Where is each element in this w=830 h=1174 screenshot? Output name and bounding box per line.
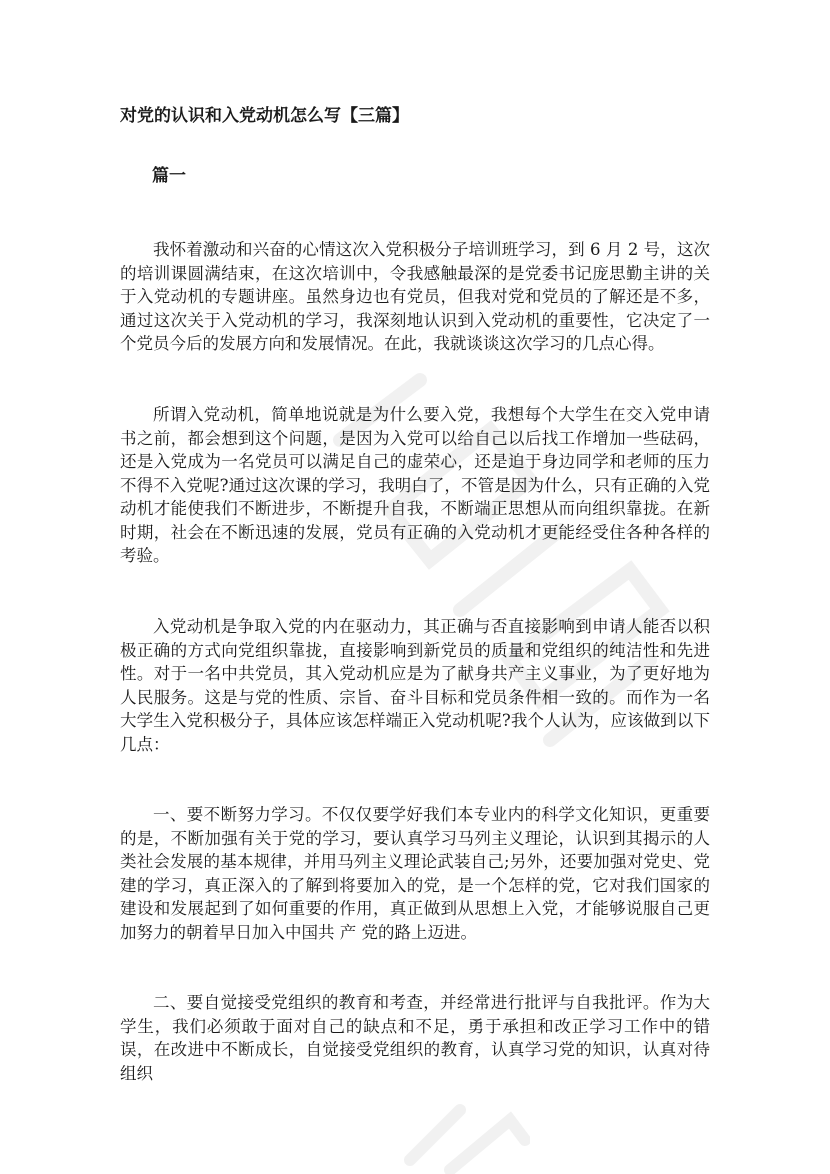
section-heading: 篇一 xyxy=(152,166,186,186)
watermark-graphic-bottom xyxy=(390,1080,530,1174)
paragraph: 入党动机是争取入党的内在驱动力，其正确与否直接影响到申请人能否以积极正确的方式向党组织靠拢，直接影响到新党员的质量和党组织的纯洁性和先进性。对于一名中共党员，其入党动机应是为了献身共产主义事业，为了更好地为人民服务。这是与党的性质、宗旨、奋斗目标和党员条件相一致的。而作为一名大学生入党积极分子，具体应该怎样端正入党动机呢?我个人认为，应该做到以下几点： xyxy=(120,617,710,754)
paragraph: 所谓入党动机，简单地说就是为什么要入党，我想每个大学生在交入党申请书之前，都会想到这个问题，是因为入党可以给自己以后找工作增加一些砝码，还是入党成为一名党员可以满足自己的虚荣心，还是迫于身边同学和老师的压力不得不入党呢?通过这次课的学习，我明白了，不管是因为什么，只有正确的入党动机才能使我们不断进步，不断提升自我，不断端正思想从而向组织靠拢。在新时期，社会在不断迅速的发展，党员有正确的入党动机才更能经受住各种各样的考验。 xyxy=(120,405,710,565)
paragraph: 二、要自觉接受党组织的教育和考查，并经常进行批评与自我批评。作为大学生，我们必须敢于面对自己的缺点和不足，勇于承担和改正学习工作中的错误，在改进中不断成长，自觉接受党组织的教育，认真学习党的知识，认真对待组织 xyxy=(120,993,710,1083)
paragraph: 一、要不断努力学习。不仅仅要学好我们本专业内的科学文化知识，更重要的是，不断加强有关于党的学习，要认真学习马列主义理论，认识到其揭示的人类社会发展的基本规律，并用马列主义理论武装自己;另外，还要加强对党史、党建的学习，真正深入的了解到将要加入的党，是一个怎样的党，它对我们国家的建设和发展起到了如何重要的作用，真正做到从思想上入党，才能够说服自己更加努力的朝着早日加入中国共 产 党的路上迈进。 xyxy=(120,805,710,942)
document-title: 对党的认识和入党动机怎么写【三篇】 xyxy=(120,106,409,126)
paragraph: 我怀着激动和兴奋的心情这次入党积极分子培训班学习，到 6 月 2 号，这次的培训课圆满结束，在这次培训中，令我感触最深的是党委书记庞思勤主讲的关于入党动机的专题讲座。虽然身边也有党员，但我对党和党员的了解还是不多，通过这次关于入党动机的学习，我深刻地认识到入党动机的重要性，它决定了一个党员今后的发展方向和发展情况。在此，我就谈谈这次学习的几点心得。 xyxy=(120,240,710,353)
